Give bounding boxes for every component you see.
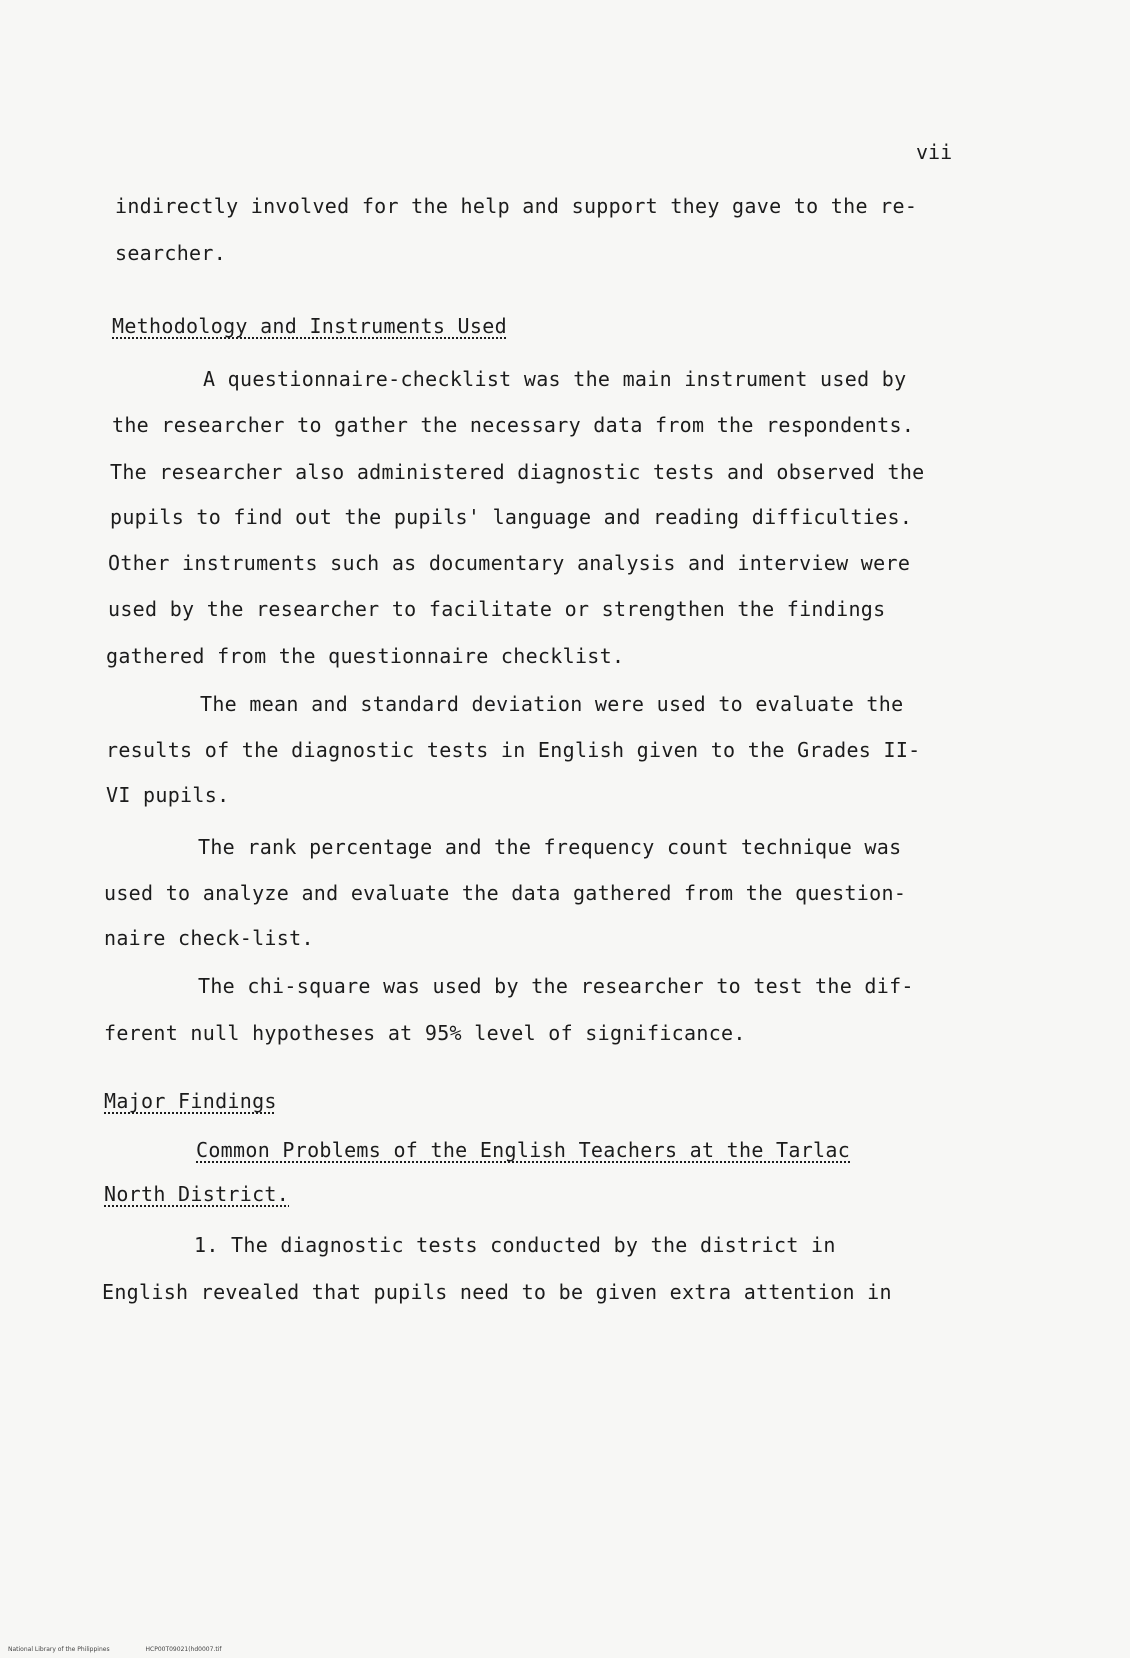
footer-file: HCP00T09021(hd0007.tif [145, 1646, 222, 1653]
text-line: A questionnaire-checklist was the main instrument used by [203, 367, 907, 391]
text-line: results of the diagnostic tests in English given to the Grades II- [106, 738, 921, 762]
subsection-heading: Common Problems of the English Teachers at the Tarlac [196, 1138, 851, 1162]
text-line: The mean and standard deviation were used to evaluate the [200, 692, 904, 716]
footer-library: National Library of the Philippines [8, 1646, 110, 1653]
text-line: English revealed that pupils need to be given extra attention in [102, 1280, 892, 1304]
text-line: the researcher to gather the necessary data from the respondents. [112, 413, 915, 437]
text-line: The researcher also administered diagnostic tests and observed the [110, 460, 925, 484]
text-line: 1. The diagnostic tests conducted by the district in [194, 1233, 836, 1257]
scan-footer [8, 1646, 255, 1653]
page-number: vii [916, 140, 953, 164]
text-line: searcher. [115, 241, 227, 265]
text-line: indirectly involved for the help and support they gave to the re- [115, 194, 918, 218]
text-line: ferent null hypotheses at 95% level of significance. [104, 1021, 746, 1045]
text-line: Other instruments such as documentary analysis and interview were [108, 551, 911, 575]
text-line: The rank percentage and the frequency count technique was [198, 835, 902, 859]
section-heading: Methodology and Instruments Used [112, 314, 507, 338]
subsection-heading: North District. [104, 1182, 290, 1206]
text-line: VI pupils. [106, 783, 230, 807]
text-line: pupils to find out the pupils' language and reading difficulties. [110, 505, 913, 529]
section-heading: Major Findings [104, 1089, 277, 1113]
text-line: The chi-square was used by the researcher to test the dif- [198, 974, 914, 998]
text-line: gathered from the questionnaire checklist. [106, 644, 625, 668]
text-line: naire check-list. [104, 926, 314, 950]
text-line: used to analyze and evaluate the data gathered from the question- [104, 881, 907, 905]
text-line: used by the researcher to facilitate or strengthen the findings [108, 597, 886, 621]
